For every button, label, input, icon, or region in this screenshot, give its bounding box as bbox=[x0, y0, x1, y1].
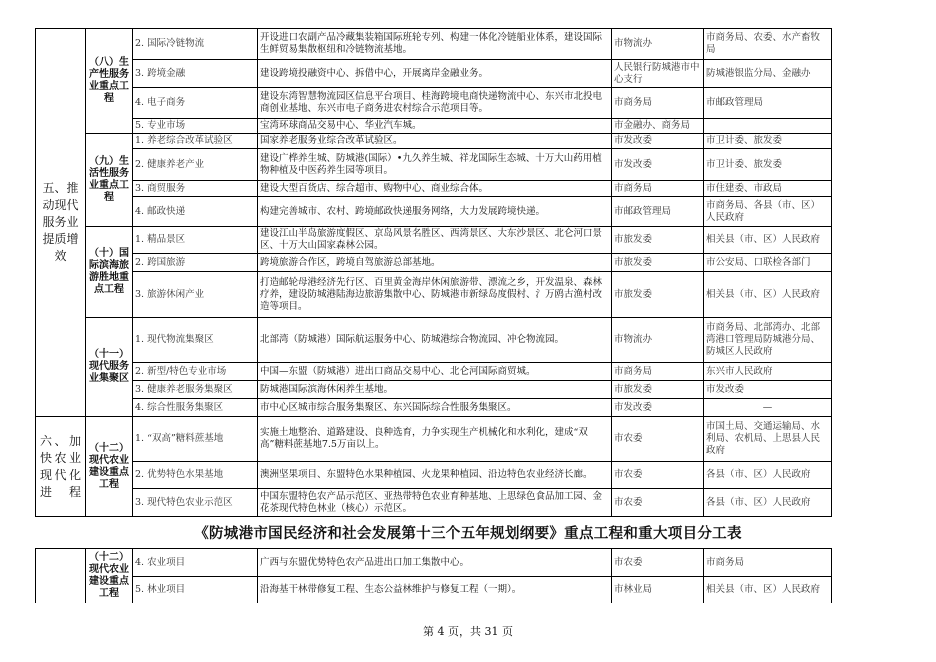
lead-department-cell: 市金融办、商务局 bbox=[612, 119, 704, 134]
table-row bbox=[36, 254, 832, 272]
lead-department-cell: 市农委 bbox=[612, 462, 704, 489]
partner-department-cell: 相关县（市、区）人民政府 bbox=[704, 577, 832, 604]
section-cell: （十二）现代农业建设重点工程 bbox=[86, 549, 133, 604]
lead-department-cell: 人民银行防城港市中心支行 bbox=[612, 60, 704, 88]
goal-cell: 六、加快农业现代化进程 bbox=[36, 417, 86, 517]
project-name-cell: 1. 养老综合改革试验区 bbox=[133, 134, 258, 149]
partner-department-cell: 市商务局、北部湾办、北部湾港口管理局防城港分局、防城区人民政府 bbox=[704, 318, 832, 363]
project-table-bottom bbox=[35, 548, 832, 604]
project-content-cell: 建设大型百货店、综合超市、购物中心、商业综合体。 bbox=[258, 181, 612, 197]
project-content-cell: 构建完善城市、农村、跨境邮政快递服务网络，大力发展跨境快递。 bbox=[258, 197, 612, 227]
table-row bbox=[36, 462, 832, 489]
partner-department-cell: 市公安局、口联检各部门 bbox=[704, 254, 832, 272]
partner-department-cell: 市卫计委、旅发委 bbox=[704, 134, 832, 149]
table-row bbox=[36, 227, 832, 254]
partner-department-cell: 市卫计委、旅发委 bbox=[704, 149, 832, 181]
table-row bbox=[36, 381, 832, 399]
table-row bbox=[36, 549, 832, 577]
partner-department-cell: 市商务局、各县（市、区）人民政府 bbox=[704, 197, 832, 227]
project-name-cell: 4. 农业项目 bbox=[133, 549, 258, 577]
project-name-cell: 3. 现代特色农业示范区 bbox=[133, 489, 258, 517]
section-cell: （十一）现代服务业集聚区 bbox=[86, 318, 133, 417]
project-content-cell: 北部湾（防城港）国际航运服务中心、防城港综合物流园、冲仑物流园。 bbox=[258, 318, 612, 363]
project-content-cell: 打造邮轮母港经济先行区、百里黄金海岸休闲旅游带、漂流之乡，开发温泉、森林疗养，建设防城港陆海边旅游集散中心、防城港市新绿岛度假村、氵万鸥古渔村改造等项目。 bbox=[258, 272, 612, 318]
project-name-cell: 5. 专业市场 bbox=[133, 119, 258, 134]
partner-department-cell: 市住建委、市政局 bbox=[704, 181, 832, 197]
section-cell: （九）生活性服务业重点工程 bbox=[86, 134, 133, 227]
project-content-cell: 实施土地整治、道路建设、良种选育，力争实现生产机械化和水利化，建成“双高”糖料蔗基地7.5万亩以上。 bbox=[258, 417, 612, 462]
table-row bbox=[36, 417, 832, 462]
lead-department-cell: 市旅发委 bbox=[612, 254, 704, 272]
partner-department-cell: 市商务局 bbox=[704, 549, 832, 577]
lead-department-cell: 市商务局 bbox=[612, 181, 704, 197]
project-name-cell: 3. 商贸服务 bbox=[133, 181, 258, 197]
partner-department-cell: — bbox=[704, 399, 832, 417]
lead-department-cell: 市旅发委 bbox=[612, 381, 704, 399]
project-content-cell: 跨境旅游合作区，跨境自驾旅游总部基地。 bbox=[258, 254, 612, 272]
goal-cell bbox=[36, 549, 86, 604]
project-name-cell: 3. 旅游休闲产业 bbox=[133, 272, 258, 318]
table-row bbox=[36, 181, 832, 197]
project-name-cell: 2. 优势特色水果基地 bbox=[133, 462, 258, 489]
project-name-cell: 2. 跨国旅游 bbox=[133, 254, 258, 272]
project-name-cell: 1. 精品景区 bbox=[133, 227, 258, 254]
project-content-cell: 建设广桦养生城、防城港(国际）•九久养生城、祥龙国际生态城、十万大山药用植物种植及中医药养生园等项目。 bbox=[258, 149, 612, 181]
partner-department-cell bbox=[704, 119, 832, 134]
section-cell: （十）国际滨海旅游胜地重点工程 bbox=[86, 227, 133, 318]
table-row bbox=[36, 272, 832, 318]
page-title: 《防城港市国民经济和社会发展第十三个五年规划纲要》重点工程和重大项目分工表 bbox=[194, 526, 742, 542]
project-content-cell: 中国东盟特色农产品示范区、亚热带特色农业育种基地、上思绿色食品加工园、金花茶现代特色林业（核心）示范区。 bbox=[258, 489, 612, 517]
partner-department-cell: 市发改委 bbox=[704, 381, 832, 399]
table-row bbox=[36, 149, 832, 181]
project-content-cell: 防城港国际滨海休闲养生基地。 bbox=[258, 381, 612, 399]
project-content-cell: 广西与东盟优势特色农产品进出口加工集散中心。 bbox=[258, 549, 612, 577]
project-name-cell: 4. 电子商务 bbox=[133, 88, 258, 119]
page-footer: 第 4 页，共 31 页 bbox=[423, 625, 513, 638]
lead-department-cell: 市发改委 bbox=[612, 399, 704, 417]
lead-department-cell: 市物流办 bbox=[612, 29, 704, 60]
project-name-cell: 5. 林业项目 bbox=[133, 577, 258, 604]
table-row bbox=[36, 399, 832, 417]
table-row bbox=[36, 489, 832, 517]
partner-department-cell: 各县（市、区）人民政府 bbox=[704, 462, 832, 489]
project-content-cell: 沿海基干林带修复工程、生态公益林维护与修复工程（一期）。 bbox=[258, 577, 612, 604]
section-cell: （八）生产性服务业重点工程 bbox=[86, 29, 133, 134]
project-name-cell: 3. 跨境金融 bbox=[133, 60, 258, 88]
project-content-cell: 开设进口农副产品冷藏集装箱国际班轮专列、构建一体化冷链船业体系，建设国际生鲜贸易集散枢纽和冷链物流基地。 bbox=[258, 29, 612, 60]
lead-department-cell: 市邮政管理局 bbox=[612, 197, 704, 227]
goal-cell: 五、推动现代服务业提质增效 bbox=[36, 29, 86, 417]
table-row bbox=[36, 197, 832, 227]
table-row bbox=[36, 134, 832, 149]
project-content-cell: 建设江山半岛旅游度假区、京岛风景名胜区、西湾景区、大东沙景区、北仑河口景区、十万大山国家森林公园。 bbox=[258, 227, 612, 254]
section-cell: （十二）现代农业建设重点工程 bbox=[86, 417, 133, 517]
partner-department-cell: 相关县（市、区）人民政府 bbox=[704, 227, 832, 254]
table-row bbox=[36, 577, 832, 604]
table-row bbox=[36, 318, 832, 363]
project-content-cell: 澳洲坚果项目、东盟特色水果种植园、火龙果种植园、沿边特色农业经济长廊。 bbox=[258, 462, 612, 489]
lead-department-cell: 市发改委 bbox=[612, 149, 704, 181]
project-content-cell: 市中心区城市综合服务集聚区、东兴国际综合性服务集聚区。 bbox=[258, 399, 612, 417]
lead-department-cell: 市农委 bbox=[612, 417, 704, 462]
partner-department-cell: 相关县（市、区）人民政府 bbox=[704, 272, 832, 318]
lead-department-cell: 市物流办 bbox=[612, 318, 704, 363]
lead-department-cell: 市旅发委 bbox=[612, 272, 704, 318]
lead-department-cell: 市旅发委 bbox=[612, 227, 704, 254]
table-row bbox=[36, 88, 832, 119]
partner-department-cell: 各县（市、区）人民政府 bbox=[704, 489, 832, 517]
project-content-cell: 建设跨境投融资中心、拆借中心，开展离岸金融业务。 bbox=[258, 60, 612, 88]
partner-department-cell: 市商务局、农委、水产畜牧局 bbox=[704, 29, 832, 60]
lead-department-cell: 市发改委 bbox=[612, 134, 704, 149]
project-content-cell: 中国—东盟（防城港）进出口商品交易中心、北仑河国际商贸城。 bbox=[258, 363, 612, 381]
project-name-cell: 4. 综合性服务集聚区 bbox=[133, 399, 258, 417]
partner-department-cell: 市邮政管理局 bbox=[704, 88, 832, 119]
lead-department-cell: 市商务局 bbox=[612, 363, 704, 381]
project-content-cell: 宝湾环球商品交易中心、华业汽车城。 bbox=[258, 119, 612, 134]
project-name-cell: 3. 健康养老服务集聚区 bbox=[133, 381, 258, 399]
project-name-cell: 2. 新型/特色专业市场 bbox=[133, 363, 258, 381]
lead-department-cell: 市农委 bbox=[612, 549, 704, 577]
lead-department-cell: 市商务局 bbox=[612, 88, 704, 119]
project-content-cell: 国家养老服务业综合改革试验区。 bbox=[258, 134, 612, 149]
project-name-cell: 1. 现代物流集聚区 bbox=[133, 318, 258, 363]
project-name-cell: 1. “双高”糖料蔗基地 bbox=[133, 417, 258, 462]
table-row bbox=[36, 119, 832, 134]
table-row bbox=[36, 363, 832, 381]
project-name-cell: 2. 健康养老产业 bbox=[133, 149, 258, 181]
lead-department-cell: 市林业局 bbox=[612, 577, 704, 604]
partner-department-cell: 东兴市人民政府 bbox=[704, 363, 832, 381]
table-row bbox=[36, 29, 832, 60]
project-content-cell: 建设东湾智慧物流园区信息平台项目、桂海跨境电商快递物流中心、东兴市北投电商创业基地、东兴市电子商务进农村综合示范项目等。 bbox=[258, 88, 612, 119]
project-table-top bbox=[35, 28, 832, 517]
project-name-cell: 2. 国际冷链物流 bbox=[133, 29, 258, 60]
table-row bbox=[36, 60, 832, 88]
project-name-cell: 4. 邮政快递 bbox=[133, 197, 258, 227]
partner-department-cell: 市国土局、交通运输局、水利局、农机局、上思县人民政府 bbox=[704, 417, 832, 462]
partner-department-cell: 防城港银监分局、金融办 bbox=[704, 60, 832, 88]
lead-department-cell: 市农委 bbox=[612, 489, 704, 517]
